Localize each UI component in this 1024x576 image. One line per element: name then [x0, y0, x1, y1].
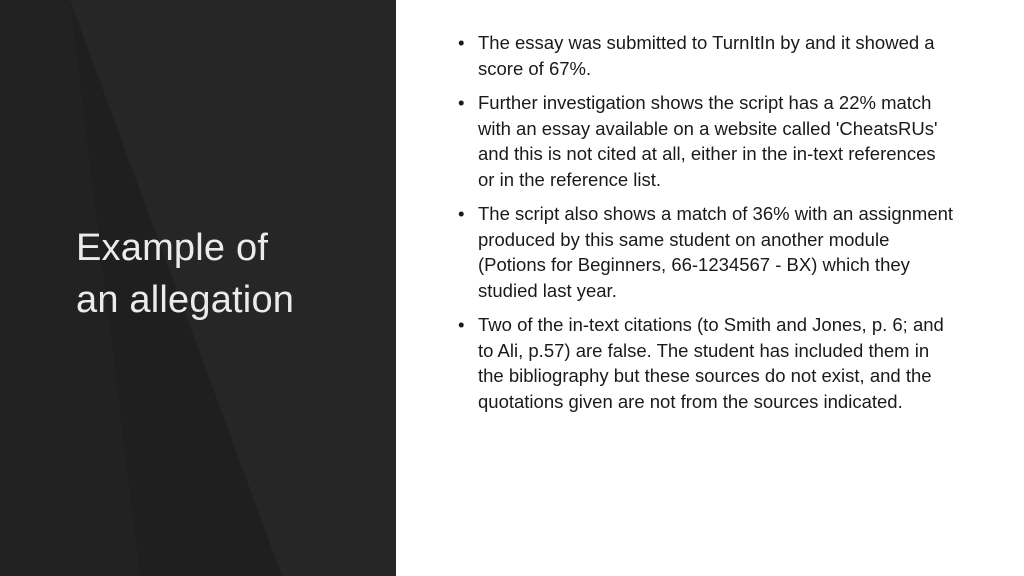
- bullet-icon: •: [458, 203, 465, 224]
- bullet-icon: •: [458, 92, 465, 113]
- bullet-item: [456, 30, 956, 81]
- bullet-text: Two of the in-text citations (to Smith and Jones, p. 6; and to Ali, p.57) are false. The student has included them in the bibliography but these sources do not exist, and the quotations given are not from the sources indicated.: [478, 314, 944, 412]
- bullet-list: [456, 30, 956, 414]
- slide-title: [76, 222, 376, 326]
- slide-title-line-2: an allegation: [76, 279, 295, 321]
- bullet-icon: •: [458, 32, 465, 53]
- bullet-item: [456, 201, 956, 303]
- bullet-text: The script also shows a match of 36% with an assignment produced by this same student on another module (Potions for Beginners, 66-1234567 - BX) which they studied last year.: [478, 203, 954, 301]
- slide-title-line-1: Example of: [76, 227, 269, 269]
- slide-content: [456, 30, 956, 423]
- bullet-icon: •: [458, 314, 465, 335]
- bullet-item: [456, 90, 956, 192]
- bullet-item: [456, 312, 956, 414]
- bullet-text: Further investigation shows the script has a 22% match with an essay available on a website called 'CheatsRUs' and this is not cited at all, either in the in-text references or in the reference list.: [478, 92, 938, 190]
- title-panel: [0, 0, 396, 576]
- bullet-text: The essay was submitted to TurnItIn by and it showed a score of 67%.: [478, 32, 935, 79]
